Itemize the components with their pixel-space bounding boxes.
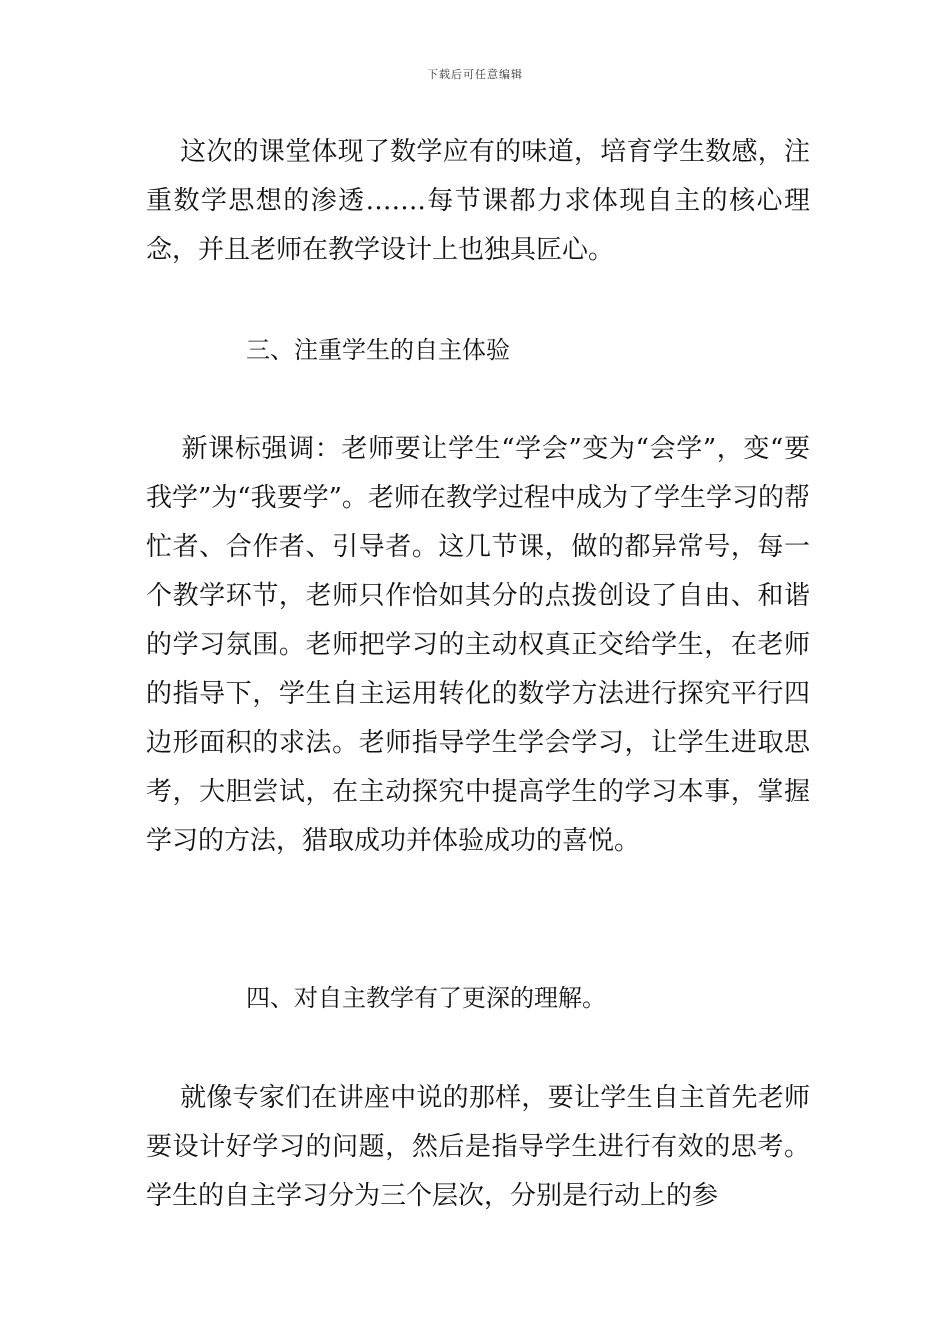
paragraph-2: 新课标强调：老师要让学生“学会”变为“会学”，变“要我学”为“我要学”。老师在教学过程中成为了学生学习的帮忙者、合作者、引导者。这几节课，做的都异常号，每一个教学环节，老师只作恰如其分的点拨创设了自由、和谐的学习氛围。老师把学习的主动权真正交给学生，在老师的指导下，学生自主运用转化的数学方法进行探究平行四边形面积的求法。老师指导学生学会学习，让学生进取思考，大胆尝试，在主动探究中提高学生的学习本事，掌握学习的方法，猎取成功并体验成功的喜悦。 <box>146 434 810 856</box>
header-note: 下载后可任意编辑 <box>427 68 523 81</box>
paragraph-1: 这次的课堂体现了数学应有的味道，培育学生数感，注重数学思想的渗透…….每节课都力求体现自主的核心理念，并且老师在教学设计上也独具匠心。 <box>146 137 810 265</box>
paragraph-3: 就像专家们在讲座中说的那样，要让学生自主首先老师要设计好学习的问题，然后是指导学生进行有效的思考。学生的自主学习分为三个层次，分别是行动上的参 <box>146 1083 810 1211</box>
section-heading-3: 三、注重学生的自主体验 <box>246 336 510 364</box>
section-heading-4: 四、对自主教学有了更深的理解。 <box>246 984 606 1012</box>
